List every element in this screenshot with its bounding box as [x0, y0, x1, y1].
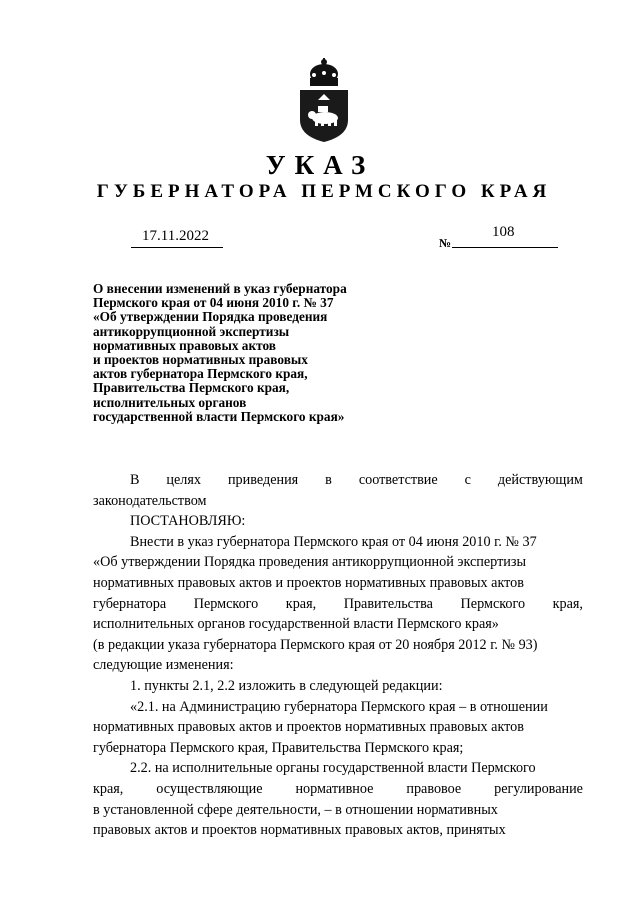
heading-line: антикоррупционной экспертизы — [93, 323, 290, 339]
word: Пермского — [460, 595, 526, 612]
word: края, — [93, 780, 124, 797]
body-line: следующие изменения: — [93, 657, 234, 674]
heading-line: О внесении изменений в указ губернатора — [93, 281, 347, 296]
word: Правительства — [343, 595, 433, 612]
number-label: № — [439, 236, 452, 250]
body-line: исполнительных органов государственной власти Пермского края» — [93, 616, 499, 633]
word: в — [325, 472, 332, 488]
body-line: законодательством — [93, 492, 207, 509]
word: с — [464, 472, 471, 488]
body-line — [93, 470, 583, 491]
decree-body — [93, 470, 583, 841]
body-line — [93, 594, 583, 615]
body-line: 1. пункты 2.1, 2.2 изложить в следующей редакции: — [130, 677, 443, 694]
word: соответствие — [358, 472, 438, 488]
decree-date: 17.11.2022 — [142, 228, 209, 244]
date-underline — [131, 247, 223, 248]
crown-icon — [310, 58, 338, 86]
word: Пермского — [193, 595, 259, 612]
body-line: Внести в указ губернатора Пермского края от 04 июня 2010 г. № 37 — [130, 533, 537, 550]
body-line: «Об утверждении Порядка проведения антикоррупционной экспертизы — [93, 554, 527, 571]
word: нормативное — [295, 780, 374, 797]
heading-line: нормативных правовых актов — [93, 337, 276, 353]
word: регулирование — [494, 780, 583, 797]
word: правовое — [406, 780, 462, 797]
body-line: губернатора Пермского края, Правительства Пермского края; — [93, 739, 464, 756]
body-line: 2.2. на исполнительные органы государственной власти Пермского — [130, 760, 536, 777]
heading-line: исполнительных органов — [93, 394, 247, 410]
heading-line: «Об утверждении Порядка проведения — [93, 309, 328, 325]
body-line: «2.1. на Администрацию губернатора Пермского края – в отношении — [130, 698, 548, 715]
word: края, — [285, 595, 317, 612]
decree-heading — [93, 282, 403, 424]
heading-line: Пермского края от 04 июня 2010 г. № 37 — [93, 295, 334, 311]
body-line: правовых актов и проектов нормативных правовых актов, принятых — [93, 822, 506, 839]
number-underline — [452, 247, 558, 248]
coat-of-arms-emblem — [296, 58, 352, 142]
word: края, — [552, 595, 583, 612]
heading-line: государственной власти Пермского края» — [93, 408, 345, 424]
document-title: УКАЗ — [265, 150, 375, 180]
word: действующим — [497, 472, 583, 488]
body-line: (в редакции указа губернатора Пермского края от 20 ноября 2012 г. № 93) — [93, 636, 538, 653]
heading-line: Правительства Пермского края, — [93, 380, 290, 396]
body-line: нормативных правовых актов и проектов нормативных правовых актов — [93, 574, 524, 591]
document-subtitle: ГУБЕРНАТОРА ПЕРМСКОГО КРАЯ — [96, 181, 552, 202]
word: осуществляющие — [156, 780, 263, 797]
body-line — [93, 779, 583, 800]
heading-line: и проектов нормативных правовых — [93, 352, 308, 368]
body-line: нормативных правовых актов и проектов нормативных правовых актов — [93, 719, 524, 736]
word: губернатора — [93, 595, 167, 612]
word: В — [130, 472, 140, 488]
body-line: в установленной сфере деятельности, – в отношении нормативных — [93, 801, 498, 818]
word: целях — [166, 472, 202, 488]
word: приведения — [227, 472, 299, 488]
decree-number: 108 — [492, 224, 515, 240]
heading-line: актов губернатора Пермского края, — [93, 366, 308, 382]
resolution-word: ПОСТАНОВЛЯЮ: — [130, 513, 246, 530]
